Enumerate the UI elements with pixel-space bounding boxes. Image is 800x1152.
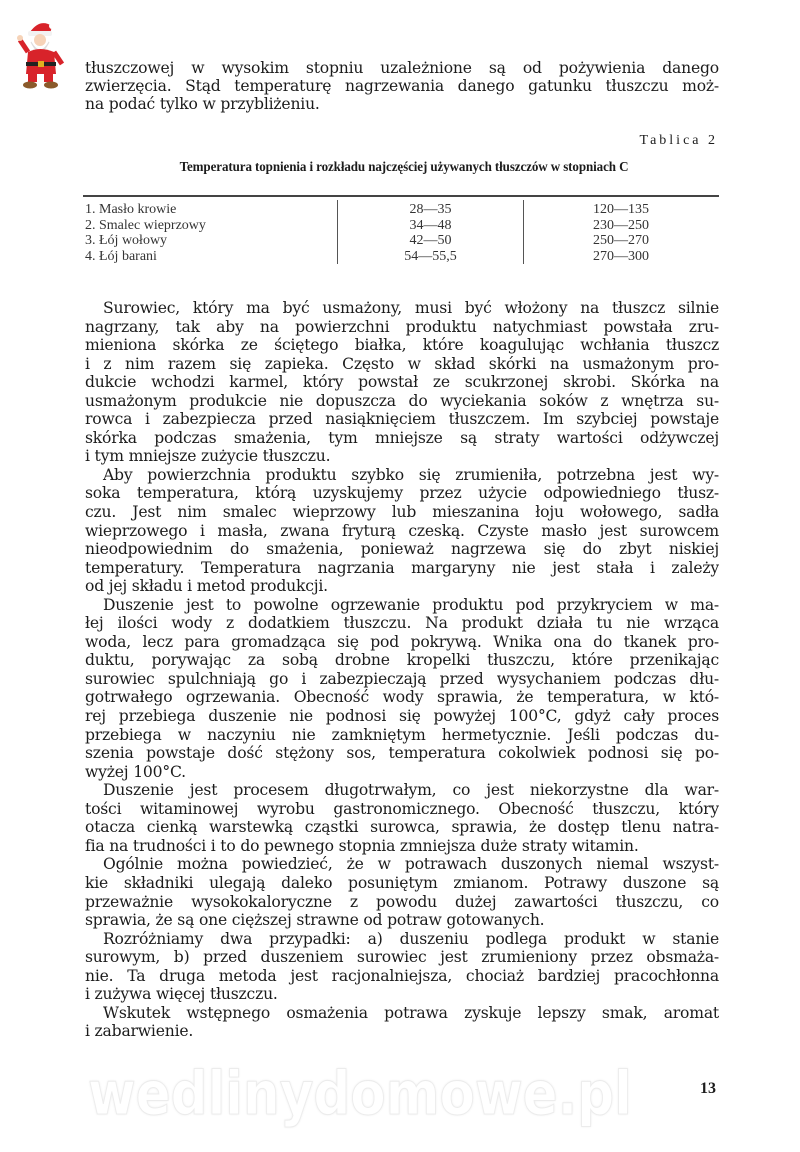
text-line: i zużywa więcej tłuszczu. bbox=[85, 985, 278, 1004]
fat-name-cell: 4. Łój barani bbox=[85, 248, 157, 264]
text-line: surowiec spulchniają go i zabezpieczają przed wysychaniem podczas dłu- bbox=[85, 669, 719, 688]
text-line: Rozróżniamy dwa przypadki: a) duszeniu podlega produkt w stanie bbox=[103, 929, 719, 948]
watermark: wedlinydomowe.pl bbox=[88, 1059, 632, 1129]
page-number: 13 bbox=[700, 1080, 716, 1097]
table-caption: Temperatura topnienia i rozkładu najczęściej używanych tłuszczów w stopniach C bbox=[179, 160, 629, 175]
text-line: skórka podczas smażenia, tym mniejsze są straty wartości odżywczej bbox=[85, 428, 719, 447]
text-line: woda, lecz para gromadząca się pod pokrywą. Wnika ona do tkanek pro- bbox=[85, 632, 719, 651]
text-line: i tym mniejsze zużycie tłuszczu. bbox=[85, 447, 331, 466]
paragraph bbox=[85, 855, 719, 929]
paragraph bbox=[85, 930, 719, 1004]
melting-point-cell: 42—50 bbox=[409, 233, 452, 248]
text-line: Aby powierzchnia produktu szybko się zrumieniła, potrzebna jest wy- bbox=[103, 465, 719, 484]
paragraph bbox=[85, 596, 719, 781]
text-line: Ogólnie można powiedzieć, że w potrawach duszonych niemal wszyst- bbox=[103, 855, 719, 874]
text-line: tłuszczowej w wysokim stopniu uzależnione są od pożywienia danego bbox=[85, 59, 719, 77]
text-line: rej przebiega duszenie nie podnosi się powyżej 100°C, gdyż cały proces bbox=[85, 707, 719, 726]
text-line: czu. Jest nim smalec wieprzowy lub mieszanina łoju wołowego, sadła bbox=[85, 503, 719, 522]
text-line: nieodpowiednim do smażenia, ponieważ nagrzewa się do zbyt niskiej bbox=[85, 540, 719, 559]
santa-claus-logo-icon bbox=[14, 18, 68, 90]
text-line: temperatury. Temperatura nagrzania margaryny nie jest stała i zależy bbox=[85, 558, 719, 577]
text-line: nie. Ta druga metoda jest racjonalniejsza, chociaż bardziej pracochłonna bbox=[85, 966, 719, 985]
table-number: Tablica 2 bbox=[639, 133, 718, 148]
table-row bbox=[85, 233, 719, 249]
fat-name-cell: 1. Masło krowie bbox=[85, 202, 177, 217]
text-line: rowca i zabezpiecza przed nasiąknięciem tłuszczem. Im szybciej powstaje bbox=[85, 410, 719, 429]
decomposition-point-cell: 230—250 bbox=[593, 217, 649, 233]
text-line: nagrzany, tak aby na powierzchni produktu natychmiast powstała zru- bbox=[85, 317, 719, 336]
table-row bbox=[85, 249, 719, 265]
text-line: Duszenie jest procesem długotrwałym, co jest niekorzystne dla war- bbox=[103, 781, 719, 800]
paragraph bbox=[85, 299, 719, 466]
text-line: i zabarwienie. bbox=[85, 1022, 194, 1041]
text-line: usmażonym produkcie nie dopuszcza do wyciekania soków z wnętrza su- bbox=[85, 391, 719, 410]
table-top-rule bbox=[83, 195, 719, 197]
text-line: duktu, porywając za sobą drobne kropelki tłuszczu, które przenikając bbox=[85, 651, 719, 670]
text-line: kie składniki ulegają daleko posuniętym zmianom. Potrawy duszone są bbox=[85, 873, 719, 892]
decomposition-point-cell: 120—135 bbox=[593, 202, 649, 217]
text-line: przebiega w naczyniu nie zamkniętym hermetycznie. Jeśli podczas du- bbox=[85, 725, 719, 744]
text-line: Surowiec, który ma być usmażony, musi być włożony na tłuszcz silnie bbox=[103, 299, 719, 317]
paragraph bbox=[85, 781, 719, 855]
text-line: dukcie wchodzi karmel, który powstał ze scukrzonej skrobi. Skórka na bbox=[85, 373, 719, 392]
fat-name-cell: 3. Łój wołowy bbox=[85, 233, 168, 248]
paragraph bbox=[85, 466, 719, 596]
decomposition-point-cell: 270—300 bbox=[593, 248, 649, 264]
text-line: wyżej 100°C. bbox=[85, 762, 186, 781]
text-line: na podać tylko w przybliżeniu. bbox=[85, 95, 320, 114]
intro-text bbox=[85, 59, 719, 114]
table-row bbox=[85, 218, 719, 234]
text-line: soka temperatura, którą uzyskujemy przez użycie odpowiedniego tłusz- bbox=[85, 484, 719, 503]
fat-name-cell: 2. Smalec wieprzowy bbox=[85, 217, 206, 233]
melting-point-cell: 34—48 bbox=[409, 217, 452, 233]
text-line: łej ilości wody z dodatkiem tłuszczu. Na produkt działa tu nie wrząca bbox=[85, 614, 719, 633]
text-line: szenia powstaje dość stężony sos, temperatura cokolwiek podnosi się po- bbox=[85, 744, 719, 763]
text-line: gotrwałego ogrzewania. Obecność wody sprawia, że temperatura, w któ- bbox=[85, 688, 719, 707]
body-text bbox=[85, 299, 719, 1041]
text-line: przeważnie wysokokaloryczne z powodu dużej zawartości tłuszczu, co bbox=[85, 892, 719, 911]
text-line: Duszenie jest to powolne ogrzewanie produktu pod przykryciem w ma- bbox=[103, 595, 719, 614]
paragraph bbox=[85, 1004, 719, 1041]
text-line: mieniona skórka ze ściętego białka, które koagulując wchłania tłuszcz bbox=[85, 336, 719, 355]
text-line: otacza cienką warstewką cząstki surowca, sprawia, że dostęp tlenu natra- bbox=[85, 818, 719, 837]
text-line: zwierzęcia. Stąd temperaturę nagrzewania danego gatunku tłuszczu moż- bbox=[85, 77, 719, 96]
text-line: surowym, b) przed duszeniem surowiec jest zrumieniony przez obsmaża- bbox=[85, 948, 719, 967]
text-line: wieprzowego i masła, zwana fryturą czeską. Czyste masło jest surowcem bbox=[85, 521, 719, 540]
decomposition-point-cell: 250—270 bbox=[593, 233, 649, 248]
text-line: sprawia, że są one cięższej strawne od potraw gotowanych. bbox=[85, 911, 545, 930]
text-line: i z nim razem się zapieka. Często w skład skórki na usmażonym pro- bbox=[85, 354, 719, 373]
text-line: Wskutek wstępnego osmażenia potrawa zyskuje lepszy smak, aromat bbox=[103, 1003, 719, 1022]
fat-temperature-table bbox=[85, 202, 719, 264]
table-row bbox=[85, 202, 719, 218]
text-line: fia na trudności i to do pewnego stopnia zmniejsza duże straty witamin. bbox=[85, 836, 639, 855]
melting-point-cell: 28—35 bbox=[409, 202, 452, 217]
text-line: od jej składu i metod produkcji. bbox=[85, 577, 328, 596]
text-line: tości witaminowej wyrobu gastronomicznego. Obecność tłuszczu, który bbox=[85, 799, 719, 818]
melting-point-cell: 54—55,5 bbox=[404, 248, 457, 264]
